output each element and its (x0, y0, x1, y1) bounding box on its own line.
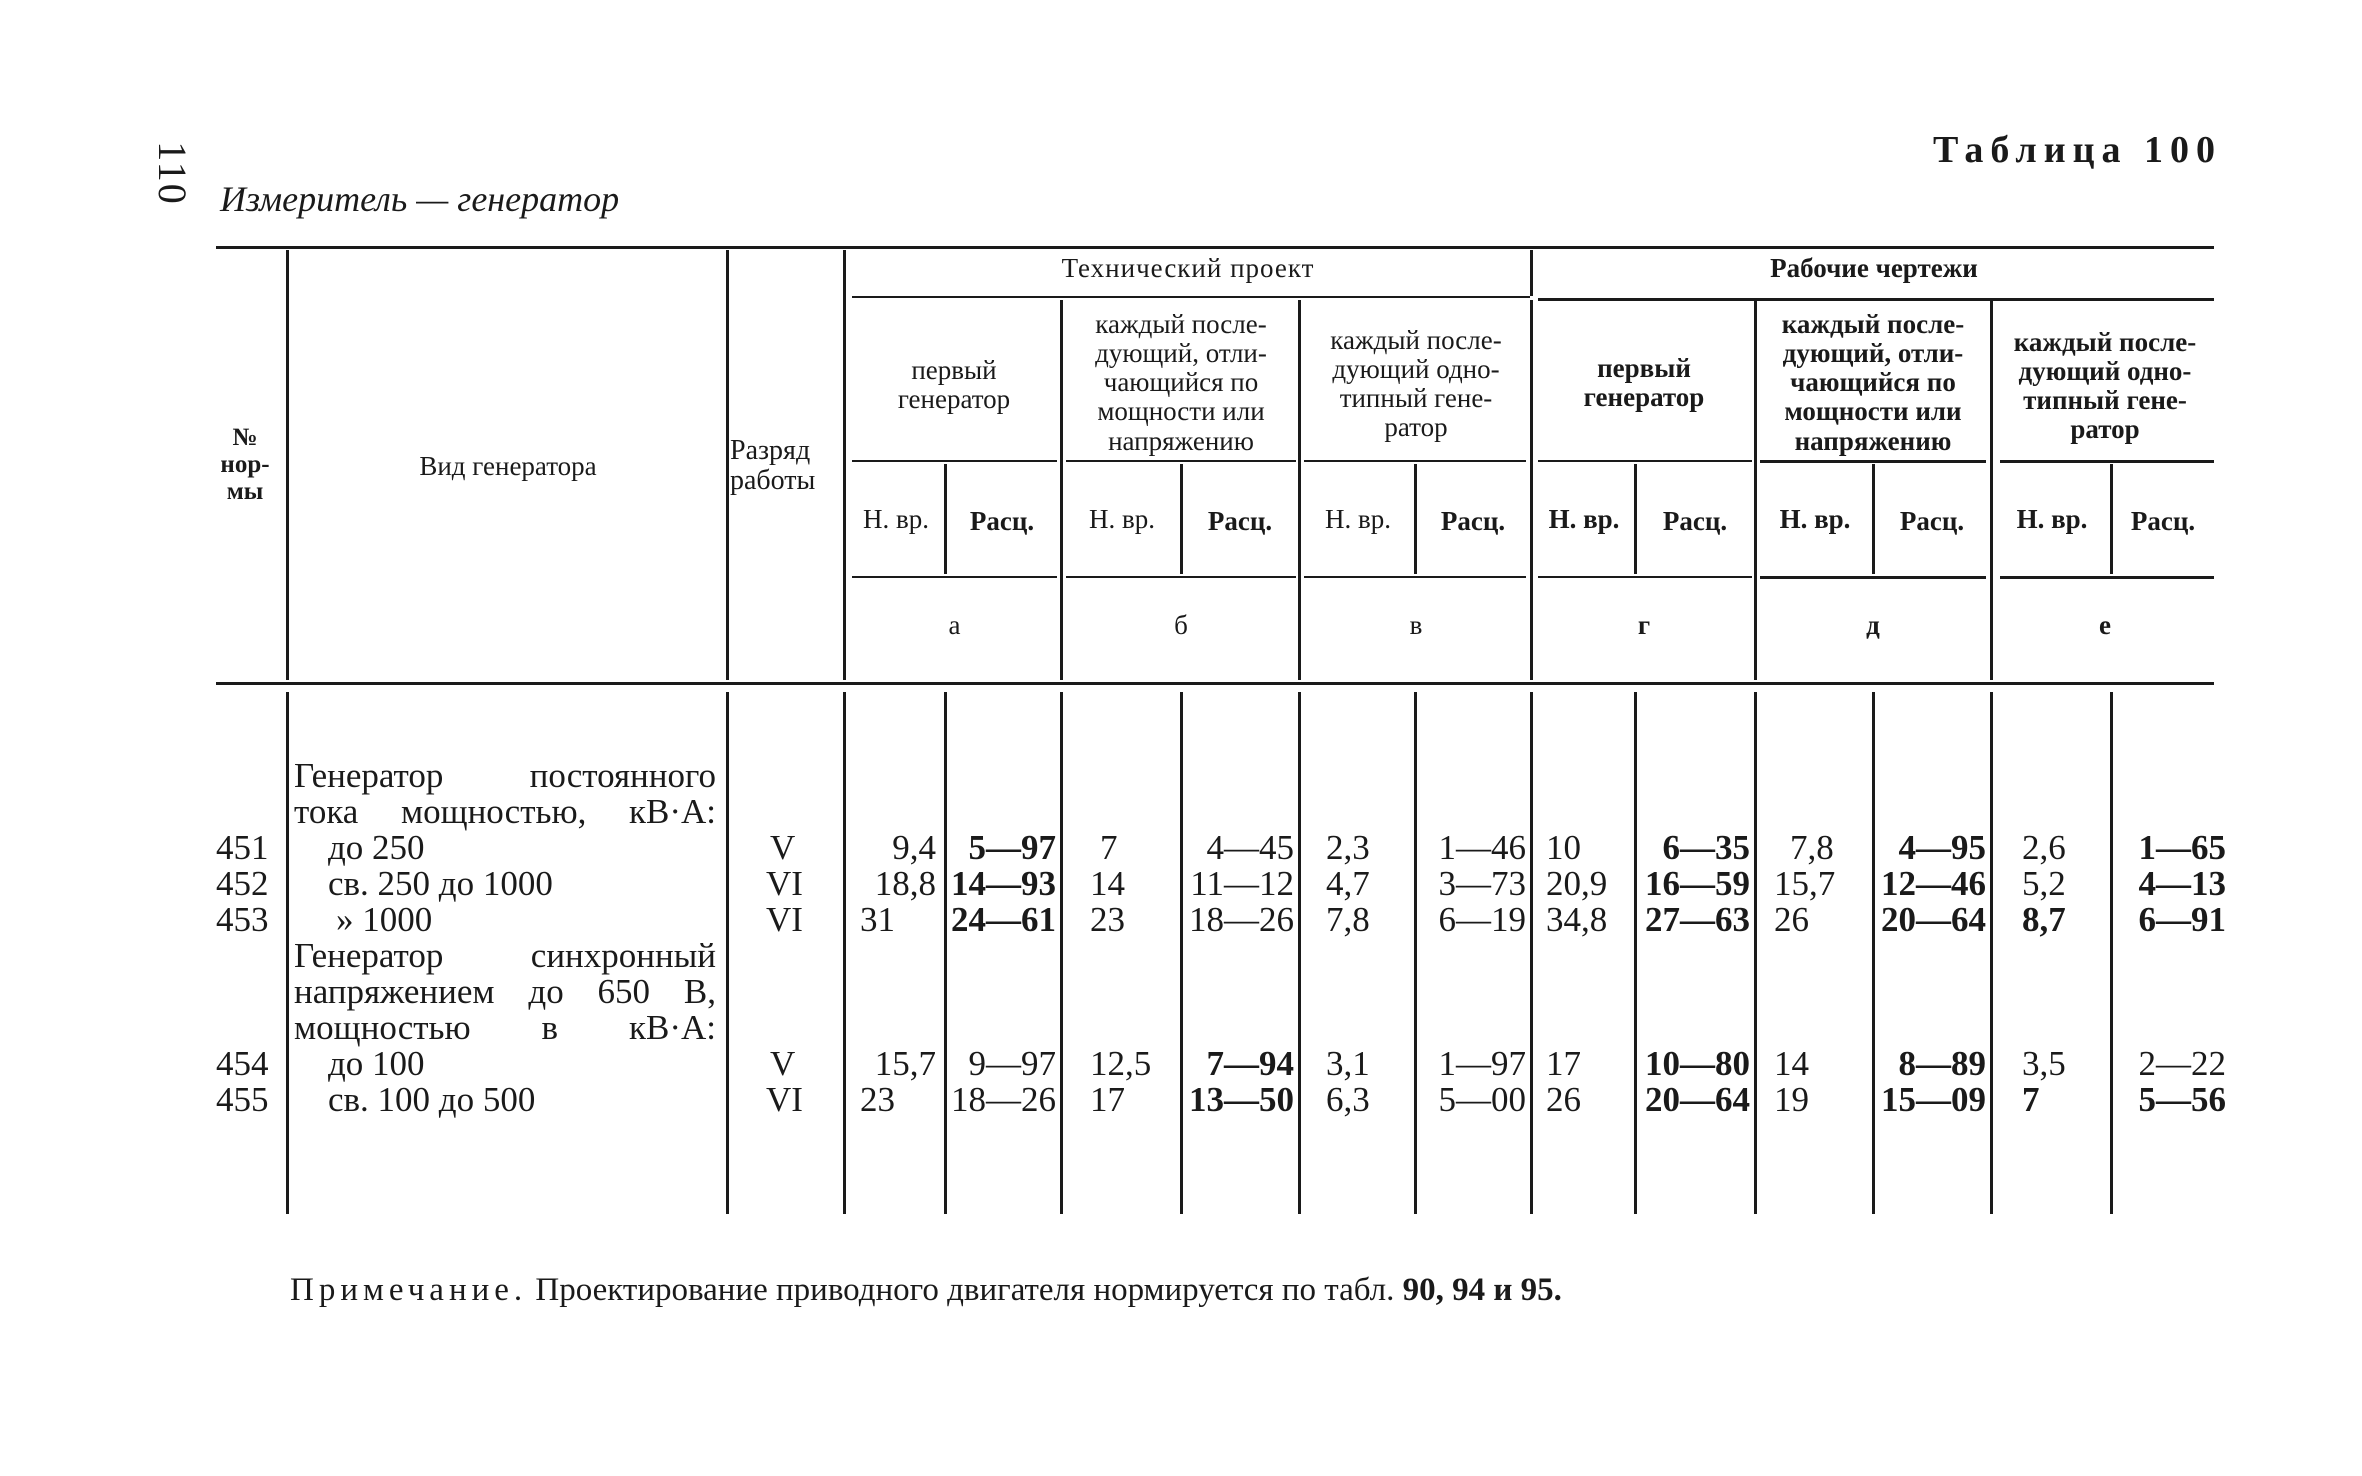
e-rasc: 4—13 (2138, 864, 2226, 903)
body-divider (944, 692, 947, 1214)
group-rule-g (1538, 460, 1752, 462)
body-divider (1634, 692, 1637, 1214)
header-norm-no: № нор- мы (220, 424, 270, 505)
g-h-vr: 34,8 (1546, 900, 1608, 939)
e-rasc: 2—22 (2138, 1044, 2226, 1083)
v-rasc: 5—00 (1438, 1080, 1526, 1119)
body-divider (726, 692, 729, 1214)
group-rule-e (2000, 460, 2214, 463)
table-subtitle: Измеритель — генератор (220, 179, 620, 219)
header-divider (286, 250, 289, 680)
header-working-drawings: Рабочие чертежи (1770, 253, 1978, 283)
g-h-vr: 17 (1546, 1044, 1581, 1083)
a-rasc: 9—97 (968, 1044, 1056, 1083)
g-h-vr: 26 (1546, 1080, 1581, 1119)
note-text: Проектирование приводного двигателя нормируется по табл. (535, 1272, 1395, 1308)
b-rasc: 4—45 (1206, 828, 1294, 867)
work-grade: V (770, 1044, 796, 1083)
body-divider (1754, 692, 1757, 1214)
subheader-h-vr: Н. вр. (1779, 504, 1851, 534)
body-divider (1298, 692, 1301, 1214)
tech-project-rule (852, 296, 1530, 298)
g-rasc: 20—64 (1645, 1080, 1750, 1119)
column-letter-e: е (2099, 610, 2111, 640)
header-divider (1530, 250, 1533, 296)
group-header-v: каждый после- дующий одно- типный гене- ратор (1330, 325, 1502, 443)
e-rasc: 6—91 (2138, 900, 2226, 939)
d-rasc: 20—64 (1881, 900, 1986, 939)
note-refs: 90, 94 и 95. (1402, 1272, 1562, 1308)
generator-type: св. 250 до 1000 (328, 864, 553, 903)
d-rasc: 12—46 (1881, 864, 1986, 903)
header-divider (1530, 300, 1533, 680)
v-h-vr: 4,7 (1326, 864, 1370, 903)
body-divider (843, 692, 846, 1214)
norm-number: 453 (216, 900, 269, 939)
header-divider (1990, 300, 1993, 680)
body-divider (1414, 692, 1417, 1214)
letter-rule-d (1760, 576, 1986, 579)
group-header-a: первый генератор (897, 355, 1011, 415)
work-grade: V (770, 828, 796, 867)
b-h-vr: 7 (1100, 828, 1118, 867)
b-h-vr: 14 (1090, 864, 1125, 903)
subheader-h-vr: Н. вр. (863, 504, 929, 534)
d-h-vr: 26 (1774, 900, 1809, 939)
body-divider (2110, 692, 2113, 1214)
column-letter-a: а (948, 610, 961, 640)
a-rasc: 18—26 (951, 1080, 1056, 1119)
a-h-vr: 18,8 (874, 864, 936, 903)
e-h-vr: 3,5 (2022, 1044, 2066, 1083)
d-h-vr: 19 (1774, 1080, 1809, 1119)
header-divider (1298, 300, 1301, 680)
subheader-h-vr: Н. вр. (1548, 504, 1620, 534)
group-rule-b (1066, 460, 1296, 462)
column-letter-d: д (1866, 610, 1880, 640)
subheader-h-vr: Н. вр. (2016, 504, 2088, 534)
group-rule-a (852, 460, 1057, 462)
section-title-dc-generator: Генератор постоянного тока мощностью, кВ·А: (294, 756, 716, 831)
group-header-b: каждый после- дующий, отли- чающийся по мощности или напряжению (1095, 309, 1267, 456)
column-letter-v: в (1409, 610, 1423, 640)
b-rasc: 18—26 (1189, 900, 1294, 939)
g-rasc: 10—80 (1645, 1044, 1750, 1083)
a-rasc: 14—93 (951, 864, 1056, 903)
a-h-vr: 9,4 (892, 828, 936, 867)
column-letter-g: г (1637, 610, 1651, 640)
group-header-d: каждый после- дующий, отли- чающийся по мощности или напряжению (1781, 309, 1965, 456)
letter-rule-e (2000, 576, 2214, 579)
subheader-rasc: Расц. (969, 506, 1035, 536)
e-h-vr: 8,7 (2022, 900, 2066, 939)
column-letter-b: б (1174, 610, 1188, 640)
body-divider (1180, 692, 1183, 1214)
note-label: Примечание. (290, 1272, 528, 1308)
d-h-vr: 15,7 (1774, 864, 1836, 903)
header-divider (843, 250, 846, 680)
letter-rule-g (1538, 576, 1752, 578)
body-divider (1990, 692, 1993, 1214)
generator-type: » 1000 (336, 900, 433, 939)
v-rasc: 1—46 (1438, 828, 1526, 867)
d-h-vr: 14 (1774, 1044, 1809, 1083)
g-rasc: 6—35 (1662, 828, 1750, 867)
header-bottom-rule (216, 682, 2214, 685)
b-h-vr: 23 (1090, 900, 1125, 939)
group-header-e: каждый после- дующий одно- типный гене- ратор (2013, 327, 2197, 445)
norm-number: 455 (216, 1080, 269, 1119)
e-rasc: 1—65 (2138, 828, 2226, 867)
v-h-vr: 7,8 (1326, 900, 1370, 939)
header-generator-type: Вид генератора (419, 451, 597, 481)
generator-type: св. 100 до 500 (328, 1080, 536, 1119)
group-rule-d (1760, 460, 1986, 463)
a-rasc: 24—61 (951, 900, 1056, 939)
b-rasc: 13—50 (1189, 1080, 1294, 1119)
g-h-vr: 20,9 (1546, 864, 1608, 903)
table-title: Таблица 100 (1932, 129, 2222, 171)
b-h-vr: 17 (1090, 1080, 1125, 1119)
v-rasc: 1—97 (1438, 1044, 1526, 1083)
page-number: 110 (149, 141, 195, 206)
d-rasc: 8—89 (1898, 1044, 1986, 1083)
work-grade: VI (766, 900, 803, 939)
g-rasc: 16—59 (1645, 864, 1750, 903)
header-work-grade: Разряд работы (730, 435, 816, 497)
b-rasc: 7—94 (1206, 1044, 1294, 1083)
group-header-g: первый генератор (1583, 353, 1705, 413)
header-divider (1754, 300, 1757, 680)
a-h-vr: 23 (860, 1080, 895, 1119)
v-h-vr: 6,3 (1326, 1080, 1370, 1119)
d-h-vr: 7,8 (1790, 828, 1834, 867)
generator-type: до 250 (328, 828, 425, 867)
a-rasc: 5—97 (968, 828, 1056, 867)
subheader-rasc: Расц. (2130, 506, 2196, 536)
v-h-vr: 2,3 (1326, 828, 1370, 867)
subheader-rasc: Расц. (1440, 506, 1506, 536)
header-divider (726, 250, 729, 680)
norm-number: 451 (216, 828, 269, 867)
norm-number: 454 (216, 1044, 269, 1083)
e-h-vr: 7 (2022, 1080, 2040, 1119)
d-rasc: 15—09 (1881, 1080, 1986, 1119)
body-divider (1872, 692, 1875, 1214)
norm-number: 452 (216, 864, 269, 903)
a-h-vr: 31 (860, 900, 895, 939)
body-divider (1530, 692, 1533, 1214)
header-divider (1060, 300, 1063, 680)
v-rasc: 3—73 (1438, 864, 1526, 903)
subheader-rasc: Расц. (1662, 506, 1728, 536)
body-divider (1060, 692, 1063, 1214)
subheader-h-vr: Н. вр. (1089, 504, 1155, 534)
v-h-vr: 3,1 (1326, 1044, 1370, 1083)
d-rasc: 4—95 (1898, 828, 1986, 867)
header-tech-project: Технический проект (1061, 253, 1315, 283)
e-h-vr: 2,6 (2022, 828, 2066, 867)
subheader-h-vr: Н. вр. (1325, 504, 1391, 534)
table-note (290, 1272, 1562, 1309)
letter-rule-v (1304, 576, 1526, 578)
subheader-rasc: Расц. (1899, 506, 1965, 536)
letter-rule-b (1066, 576, 1296, 578)
work-grade: VI (766, 1080, 803, 1119)
subheader-rasc: Расц. (1207, 506, 1273, 536)
work-grade: VI (766, 864, 803, 903)
a-h-vr: 15,7 (874, 1044, 936, 1083)
b-rasc: 11—12 (1190, 864, 1294, 903)
b-h-vr: 12,5 (1090, 1044, 1152, 1083)
generator-type: до 100 (328, 1044, 425, 1083)
g-h-vr: 10 (1546, 828, 1581, 867)
v-rasc: 6—19 (1438, 900, 1526, 939)
top-rule (216, 246, 2214, 249)
g-rasc: 27—63 (1645, 900, 1750, 939)
e-h-vr: 5,2 (2022, 864, 2066, 903)
working-drawings-rule (1538, 298, 2214, 301)
letter-rule-a (852, 576, 1057, 578)
group-rule-v (1304, 460, 1526, 462)
e-rasc: 5—56 (2138, 1080, 2226, 1119)
body-divider (286, 692, 289, 1214)
section-title-sync-generator: Генератор синхронный напряжением до 650 В, мощностью в кВ·А: (294, 936, 716, 1047)
